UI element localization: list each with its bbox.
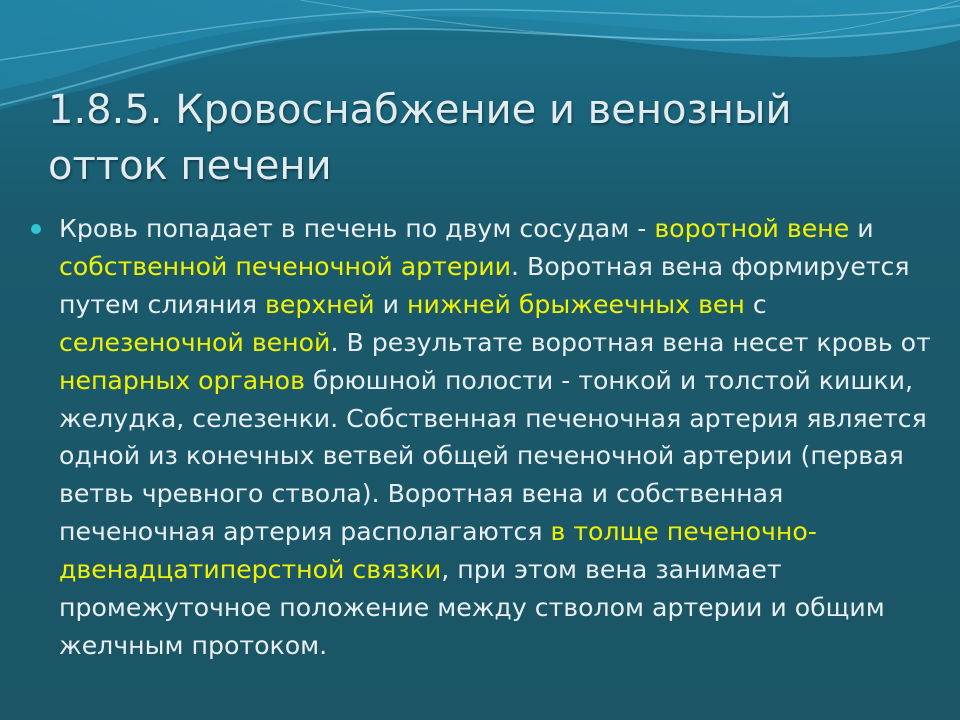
text-segment: и (849, 214, 874, 243)
text-segment: с (744, 289, 767, 319)
slide-title (48, 82, 928, 194)
text-segment: Кровь попадает в печень по двум сосудам - (59, 214, 655, 243)
slide-title-line-1: 1.8.5. Кровоснабжение и венозный (48, 87, 792, 133)
bullet-item (30, 210, 935, 665)
highlighted-term: собственной печеночной артерии (59, 251, 512, 281)
highlighted-term: верхней (265, 289, 375, 319)
text-segment: , при этом вена занимает промежуточное положение между стволом артерии и общим желчным протоком. (59, 555, 885, 660)
highlighted-term: воротной вене (654, 214, 850, 243)
text-segment: и (374, 289, 407, 319)
highlighted-term: непарных органов (59, 365, 305, 395)
text-segment: брюшной полости - тонкой и толстой кишки, желудка, селезенки. Собственная печеночная артерия является одной из конечных ветвей общей печеночной артерии (первая ветвь чревного ствола). Воротная вена и собственная печеночная артерия располагаются (59, 365, 927, 547)
highlighted-term: селезеночной веной (59, 327, 331, 357)
text-segment: . В результате воротная вена несет кровь от (330, 327, 931, 357)
slide-title-line-2: отток печени (48, 143, 332, 189)
bullet-list (30, 210, 935, 665)
bullet-point-icon (31, 224, 41, 234)
text-segment: . Воротная вена формируется путем слияния (59, 251, 910, 319)
highlighted-term: в толще печеночно-двенадцатиперстной связки (59, 517, 817, 585)
highlighted-term: нижней брыжеечных вен (406, 289, 745, 319)
bullet-paragraph (59, 210, 935, 665)
